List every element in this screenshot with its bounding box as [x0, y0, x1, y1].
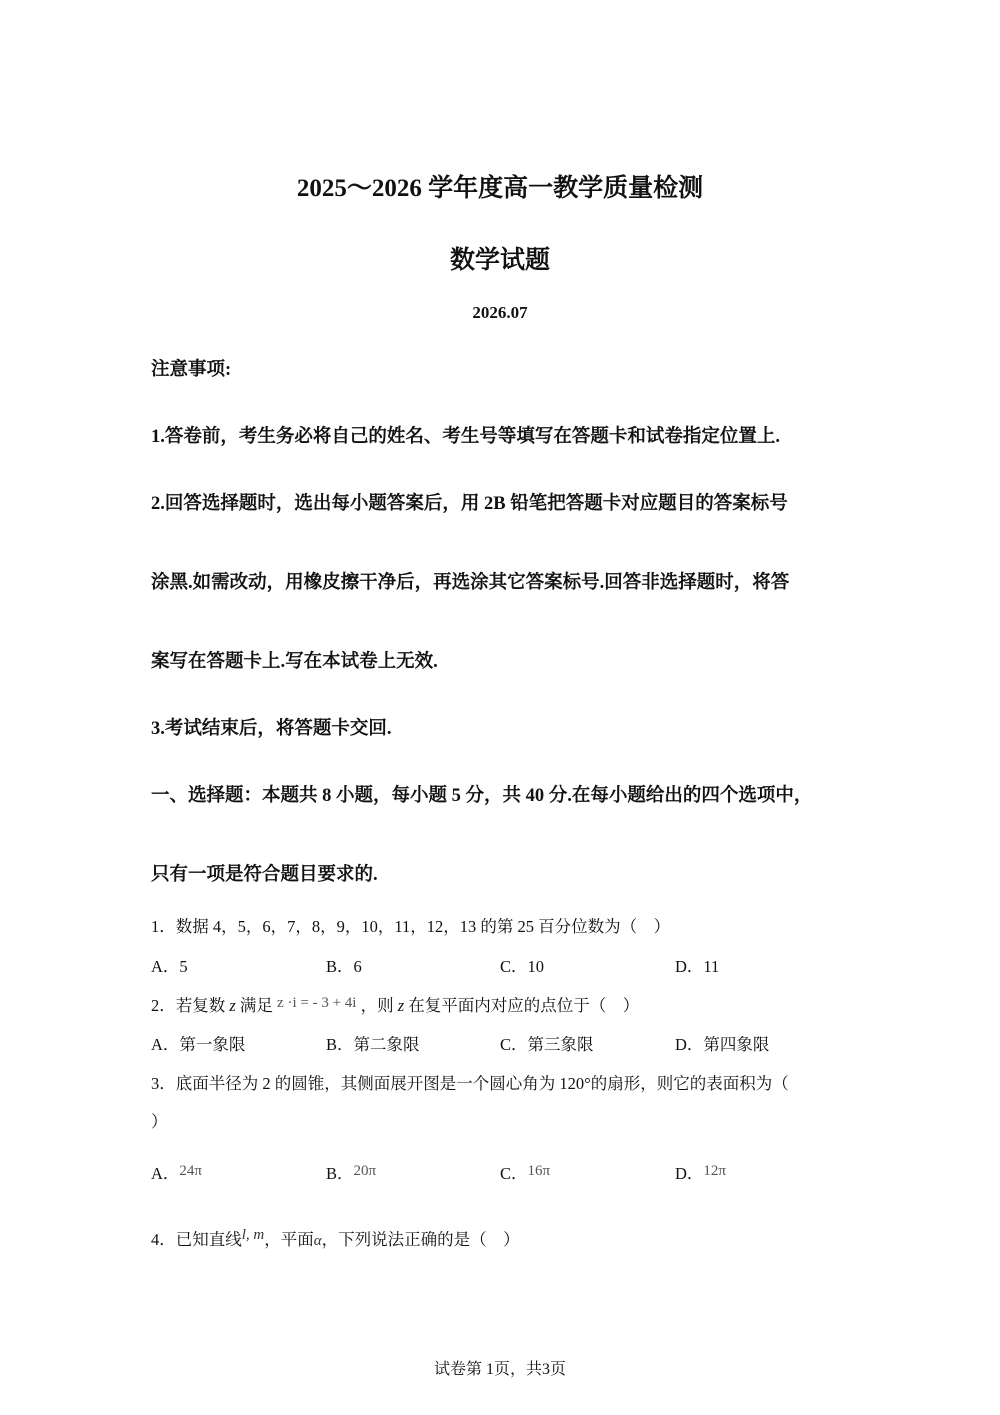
- exam-date: 2026.07: [472, 303, 528, 322]
- question-4-plane: α: [313, 1233, 322, 1249]
- notice-item-1: 1.答卷前，考生务必将自己的姓名、考生号等填写在答题卡和试卷指定位置上.: [151, 427, 781, 447]
- question-4-stem-pre: 4．已知直线: [151, 1230, 242, 1249]
- question-2-equation: z ·i = - 3 + 4i: [277, 995, 357, 1011]
- question-3-option-d: [675, 1160, 726, 1184]
- question-2-stem-end: 在复平面内对应的点位于（ ）: [408, 996, 640, 1015]
- question-3-option-a-letter: A．: [151, 1164, 180, 1183]
- question-3-option-d-value: 12π: [703, 1163, 726, 1179]
- question-3-option-a-value: 24π: [179, 1163, 202, 1179]
- section-heading-line-1: 一、选择题：本题共 8 小题，每小题 5 分，共 40 分.在每小题给出的四个选项中，: [151, 786, 813, 806]
- question-2-option-b: B．第二象限: [326, 1035, 420, 1054]
- question-3-stem-line-2: ）: [151, 1112, 168, 1131]
- question-1-stem: 1．数据 4，5，6，7，8，9，10，11，12，13 的第 25 百分位数为（ ）: [151, 917, 671, 936]
- question-3-stem-line-1: 3．底面半径为 2 的圆锥，其侧面展开图是一个圆心角为 120°的扇形，则它的表面积为（: [151, 1074, 789, 1093]
- question-1-option-b: B．6: [326, 957, 362, 976]
- page-footer: 试卷第 1页，共3页: [433, 1361, 566, 1378]
- question-2-stem-post: ，则: [360, 996, 394, 1015]
- question-2-option-c: C．第三象限: [500, 1035, 594, 1054]
- notice-item-2-line-3: 案写在答题卡上.写在本试卷上无效.: [151, 652, 438, 672]
- question-4-stem-mid: ，平面: [264, 1230, 314, 1249]
- question-3-option-b-value: 20π: [353, 1163, 377, 1179]
- question-3-option-d-letter: D．: [675, 1164, 704, 1183]
- question-2-var-z: z: [229, 996, 236, 1015]
- question-3-option-b: [326, 1160, 376, 1184]
- question-3-option-c: [500, 1160, 550, 1184]
- question-2-stem-pre: 2．若复数: [151, 996, 226, 1015]
- question-4-stem: [151, 1226, 520, 1250]
- question-1-option-d: D．11: [675, 957, 720, 976]
- question-1-option-c: C．10: [500, 957, 545, 976]
- question-2-stem-mid: 满足: [239, 996, 273, 1015]
- notice-item-2-line-1: 2.回答选择题时，选出每小题答案后，用 2B 铅笔把答题卡对应题目的答案标号: [151, 494, 788, 514]
- notice-heading: 注意事项:: [151, 360, 232, 380]
- question-2-option-d: D．第四象限: [675, 1035, 770, 1054]
- question-3-option-b-letter: B．: [326, 1164, 354, 1183]
- exam-subject: 数学试题: [449, 247, 550, 274]
- notice-item-3: 3.考试结束后，将答题卡交回.: [151, 719, 392, 739]
- question-4-lines: l, m: [241, 1227, 265, 1243]
- question-3-option-c-value: 16π: [527, 1163, 551, 1179]
- notice-item-2-line-2: 涂黑.如需改动，用橡皮擦干净后，再选涂其它答案标号.回答非选择题时，将答: [151, 573, 790, 593]
- question-3-option-a: [151, 1160, 202, 1184]
- exam-title: 2025～2026 学年度高一教学质量检测: [296, 175, 704, 202]
- question-1-option-a: A．5: [151, 957, 188, 976]
- question-2-var-z-2: z: [397, 996, 405, 1015]
- question-2-stem: [151, 992, 639, 1016]
- question-2-option-a: A．第一象限: [151, 1035, 246, 1054]
- question-3-option-c-letter: C．: [500, 1164, 528, 1183]
- question-4-stem-post: ，下列说法正确的是（ ）: [321, 1230, 520, 1249]
- section-heading-line-2: 只有一项是符合题目要求的.: [151, 865, 378, 885]
